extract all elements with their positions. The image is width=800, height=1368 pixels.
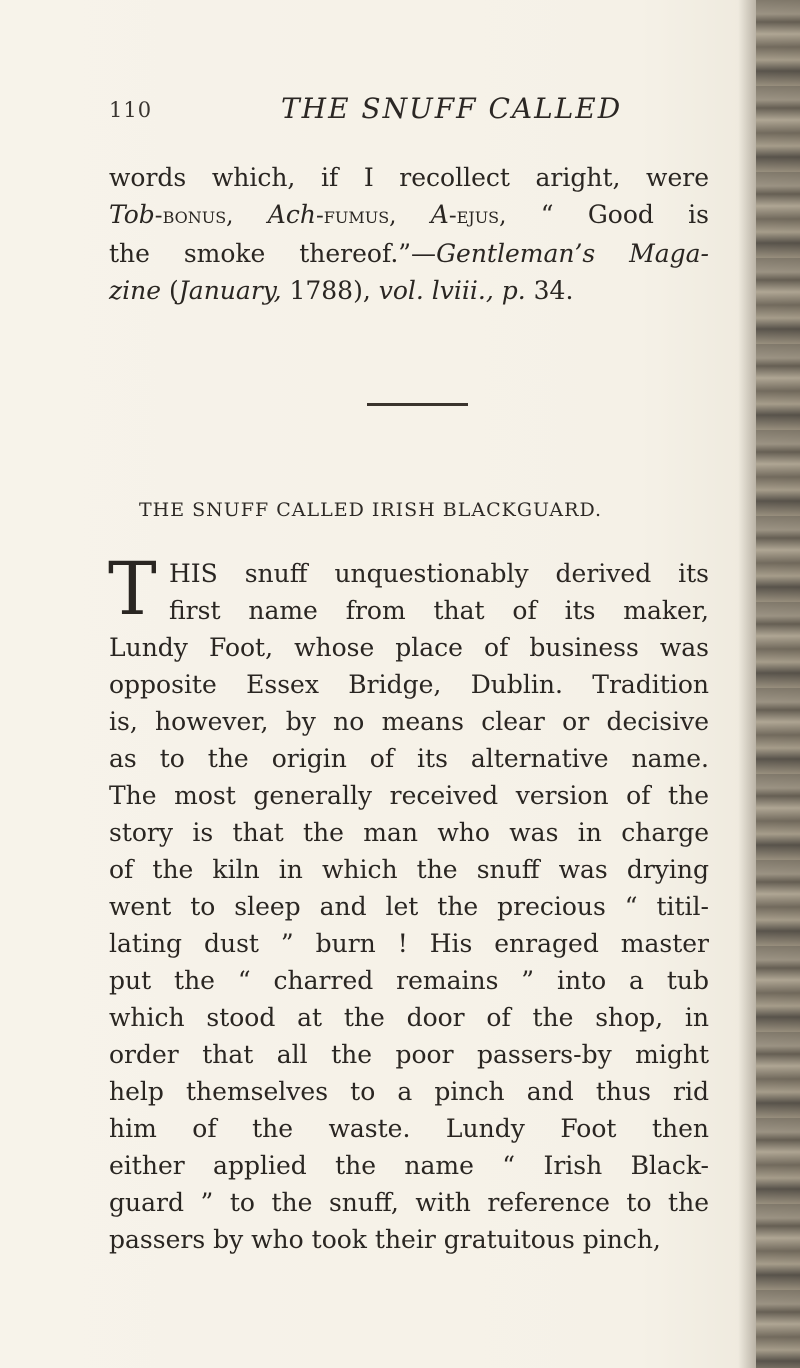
drop-cap: T: [108, 547, 157, 632]
paren-open: (: [161, 276, 179, 305]
body-line: which stood at the door of the shop, in: [109, 1003, 709, 1032]
body-line: order that all the poor passers-by might: [109, 1040, 709, 1069]
body-line: guard ” to the snuff, with reference to the: [109, 1188, 709, 1217]
year: 1788),: [281, 276, 379, 305]
page-edge: [756, 0, 800, 1368]
page-number: 110: [109, 98, 153, 122]
citation-line-1: words which, if I recollect aright, were: [109, 163, 709, 192]
body-line: is, however, by no means clear or decisive: [109, 707, 709, 736]
smoke-text: the smoke thereof.”—: [109, 239, 437, 268]
magazine-title-part1: Gentleman’s Maga-: [436, 239, 709, 268]
running-head: [109, 92, 709, 132]
body-paragraph: [108, 547, 709, 1258]
a-word: A: [430, 200, 449, 229]
body-line: The most generally received version of the: [109, 781, 709, 810]
magazine-title-part2: zine: [109, 276, 162, 305]
fumus-word: -fumus,: [315, 203, 397, 229]
body-line: help themselves to a pinch and thus rid: [109, 1077, 709, 1106]
good-is-text: “ Good is: [540, 200, 710, 229]
ejus-word: -ejus,: [448, 203, 507, 229]
body-line: either applied the name “ Irish Black-: [109, 1151, 709, 1180]
body-line: as to the origin of its alternative name.: [109, 744, 709, 773]
citation-paragraph: [109, 159, 709, 309]
body-line: of the kiln in which the snuff was drying: [109, 855, 709, 884]
body-line: lating dust ” burn ! His enraged master: [109, 929, 709, 958]
tob-word: Tob: [109, 200, 155, 229]
running-head-title: THE SNUFF CALLED: [281, 92, 623, 125]
ach-word: Ach: [267, 200, 316, 229]
body-line: first name from that of its maker,: [169, 596, 709, 625]
body-line: HIS snuff unquestionably derived its: [169, 559, 709, 588]
citation-line-2: [109, 196, 709, 235]
body-line: story is that the man who was in charge: [109, 818, 709, 847]
month: January,: [178, 276, 282, 305]
body-line: passers by who took their gratuitous pinch,: [109, 1225, 661, 1254]
body-line: opposite Essex Bridge, Dublin. Tradition: [109, 670, 709, 699]
volume: vol. lviii., p.: [378, 276, 526, 305]
page-edge-shadow: [738, 0, 756, 1368]
citation-line-3: [109, 235, 709, 272]
citation-line-4: [109, 272, 709, 309]
section-title: THE SNUFF CALLED IRISH BLACKGUARD.: [139, 499, 603, 521]
section-divider: [367, 403, 468, 406]
body-line: went to sleep and let the precious “ titil-: [109, 892, 709, 921]
body-line: put the “ charred remains ” into a tub: [109, 966, 709, 995]
body-line: him of the waste. Lundy Foot then: [109, 1114, 709, 1143]
body-line: Lundy Foot, whose place of business was: [109, 633, 709, 662]
page-ref: 34.: [525, 276, 574, 305]
bonus-word: -bonus,: [154, 203, 234, 229]
